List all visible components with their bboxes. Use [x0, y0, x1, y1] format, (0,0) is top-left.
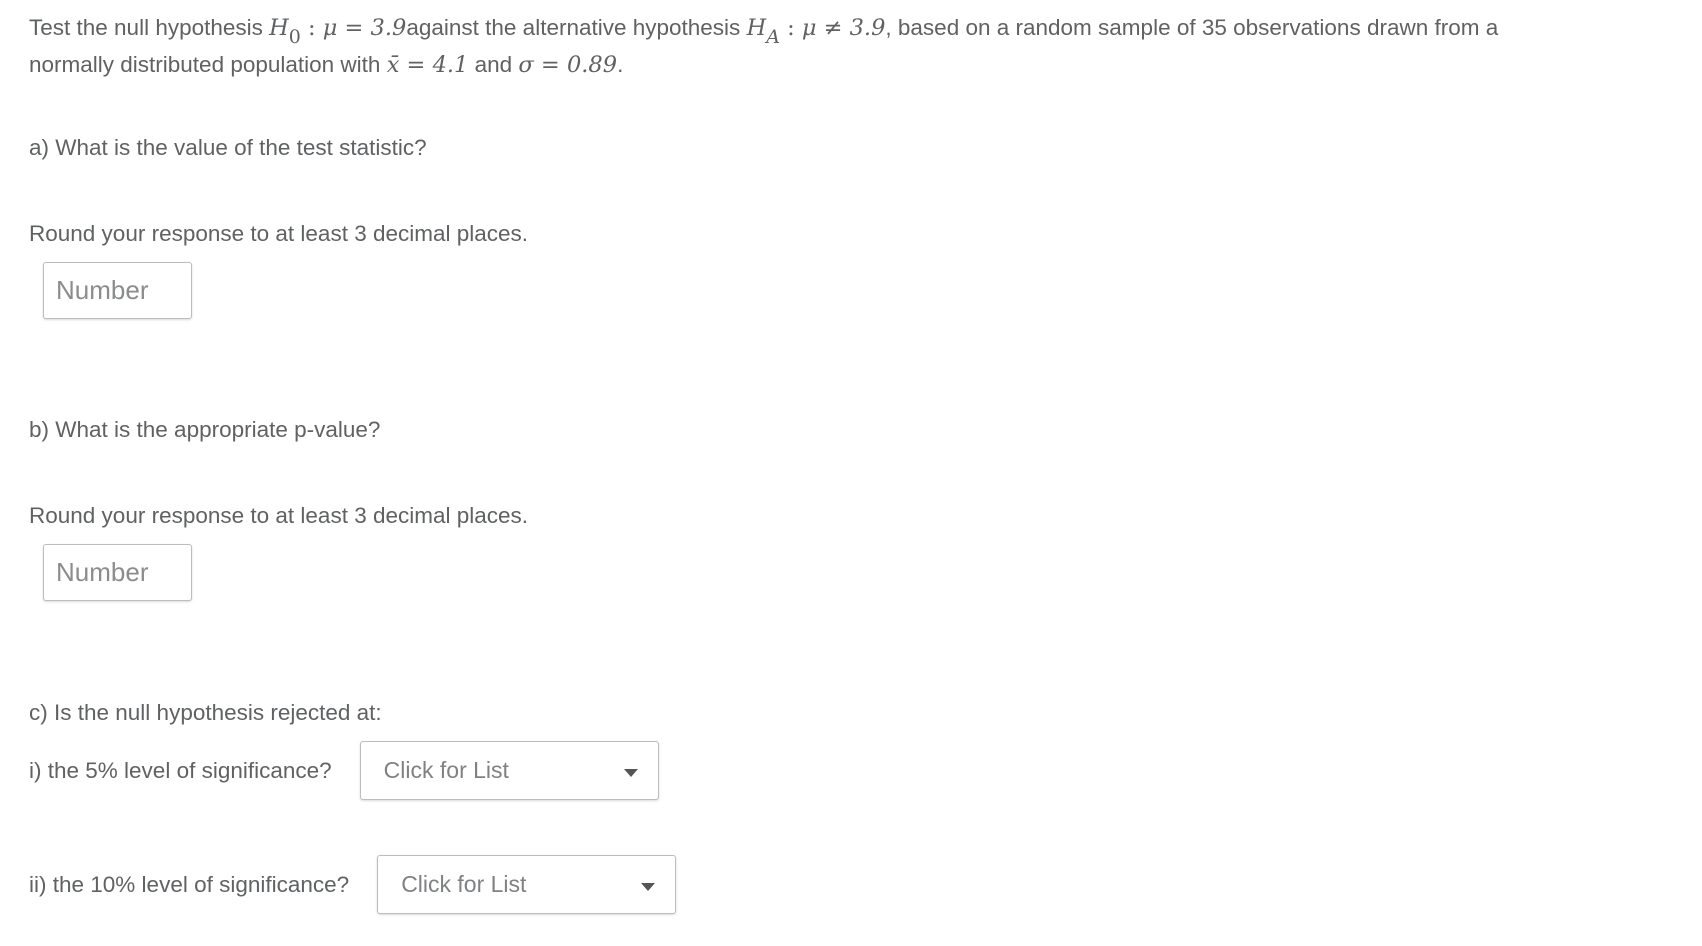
colon: : — [779, 15, 802, 41]
significance-10-label: ii) the 10% level of significance? — [29, 871, 350, 897]
problem-statement — [29, 10, 1689, 83]
intro-text: normally distributed population with — [29, 52, 387, 77]
mu-symbol: μ — [322, 15, 338, 41]
sample-mean-symbol: x̄ — [386, 52, 400, 78]
significance-10-row — [29, 855, 676, 914]
significance-10-select[interactable] — [377, 855, 676, 914]
alt-hypothesis-symbol: $H_A$ — [746, 15, 780, 48]
instruction-b: Round your response to at least 3 decimal places. — [29, 503, 529, 528]
null-hypothesis-symbol: $H_0$ — [269, 15, 301, 48]
alt-mean-value: 3.9 — [849, 15, 886, 41]
test-statistic-input-box[interactable] — [43, 262, 192, 319]
significance-5-label: i) the 5% level of significance? — [29, 757, 332, 783]
test-statistic-input[interactable] — [44, 263, 191, 318]
null-mean-value: 3.9 — [370, 15, 407, 41]
mu-symbol: μ — [801, 15, 817, 41]
equals-sign: = — [533, 52, 567, 78]
intro-text: Test the null hypothesis — [29, 15, 270, 40]
sample-mean-value: 4.1 — [432, 52, 469, 78]
chevron-down-icon — [641, 883, 655, 891]
equals-sign: = — [399, 52, 433, 78]
sigma-symbol: σ — [518, 52, 534, 78]
intro-text: and — [468, 52, 519, 77]
intro-text: . — [617, 52, 624, 77]
question-c: c) Is the null hypothesis rejected at: — [29, 700, 382, 725]
chevron-down-icon — [624, 769, 638, 777]
select-value: Click for List — [383, 757, 509, 783]
question-a: a) What is the value of the test statistic? — [29, 135, 427, 160]
select-value: Click for List — [401, 871, 527, 897]
p-value-input[interactable] — [44, 545, 191, 600]
significance-5-row — [29, 741, 659, 800]
problem-line-2 — [29, 47, 1689, 83]
not-equal-sign: ≠ — [816, 15, 850, 41]
question-b: b) What is the appropriate p-value? — [29, 417, 381, 442]
p-value-input-box[interactable] — [43, 544, 192, 601]
instruction-a: Round your response to at least 3 decimal places. — [29, 221, 529, 246]
significance-5-select[interactable] — [360, 741, 659, 800]
equals-sign: = — [337, 15, 371, 41]
colon: : — [300, 15, 323, 41]
problem-line-1 — [29, 10, 1689, 47]
sigma-value: 0.89 — [566, 52, 618, 78]
intro-text: , based on a random sample of 35 observations drawn from a — [885, 15, 1499, 40]
intro-text: against the alternative hypothesis — [406, 15, 747, 40]
